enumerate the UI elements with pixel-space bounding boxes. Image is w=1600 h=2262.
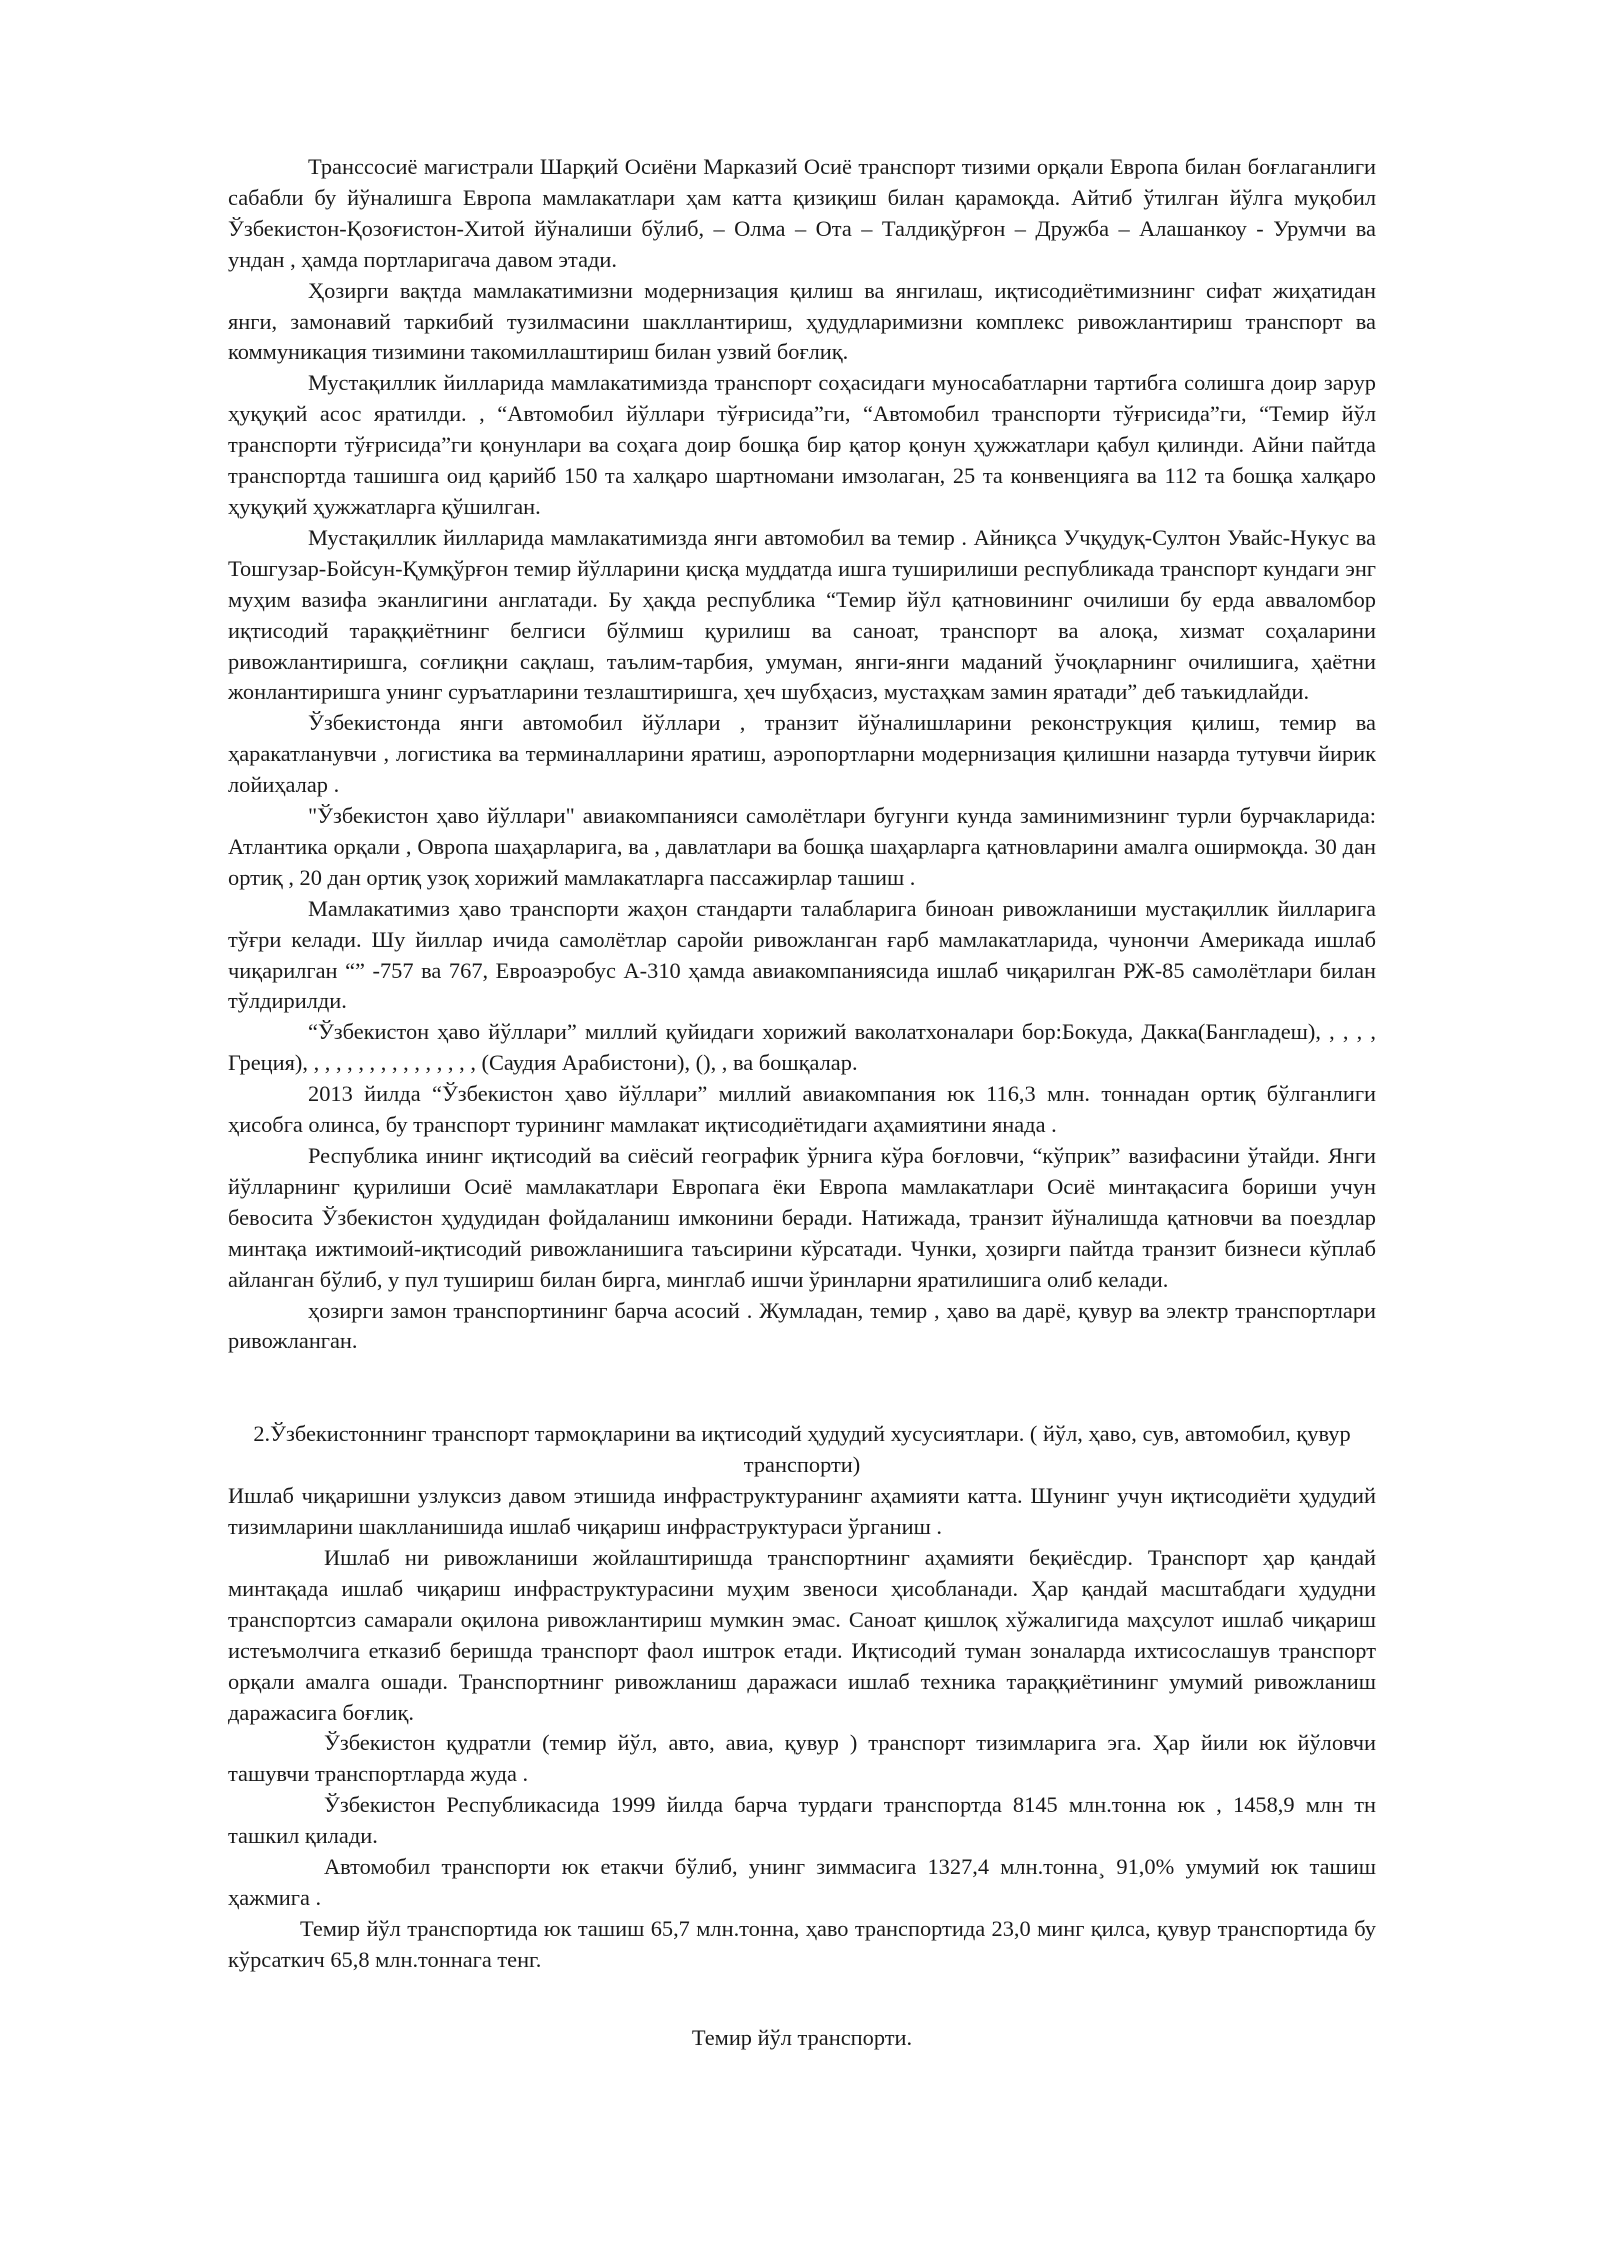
paragraph: Мустақиллик йилларида мамлакатимизда транспорт соҳасидаги муносабатларни тартибга солишга доир зарур ҳуқуқий асос яратилди. , “Автомобил йўллари тўғрисида”ги, “Автомобил транспорти тўғрисида”ги, “Темир йўл транспорти тўғрисида”ги қонунлари ва соҳага доир бошқа бир қатор қонун ҳужжатлари қабул қилинди. Айни пайтда транспортда ташишга оид қарийб 150 та халқаро шартномани имзолаган, 25 та конвенцияга ва 112 та бошқа халқаро ҳуқуқий ҳужжатларга қўшилган. [228,370,1376,519]
paragraph: ҳозирги замон транспортининг барча асосий . Жумладан, темир , ҳаво ва дарё, қувур ва электр транспортлари ривожланган. [228,1297,1376,1354]
paragraph: Ўзбекистон қудратли (темир йўл, авто, авиа, қувур ) транспорт тизимларига эга. Ҳар йили юк йўловчи ташувчи транспортларда жуда . [228,1730,1376,1787]
paragraph: “Ўзбекистон ҳаво йўллари” миллий қуйидаги хорижий ваколатхоналари бор:Бокуда, Дакка(Бангладеш), , , , , Греция), , , , , , , , , , , , , , , , (Саудия Арабистони), (), , ва бошқалар. [228,1019,1376,1076]
paragraph: Автомобил транспорти юк етакчи бўлиб, унинг зиммасига 1327,4 млн.тонна¸ 91,0% умумий юк ташиш ҳажмига . [228,1854,1376,1910]
paragraph: 2013 йилда “Ўзбекистон ҳаво йўллари” миллий авиакомпания юк 116,3 млн. тоннадан ортиқ бўлганлиги ҳисобга олинса, бу транспорт турининг мамлакат иқтисодиётидаги аҳамиятини янада . [228,1081,1376,1138]
paragraph: Республика ининг иқтисодий ва сиёсий географик ўрнига кўра боғловчи, “кўприк” вазифасини ўтайди. Янги йўлларнинг қурилиши Осиё мамлакатлари Европага ёки Европа мамлакатлари Осиё минтақасига бориши учун бевосита Ўзбекистон ҳудудидан фойдаланиш имконини беради. Натижада, транзит йўналишда қатновчи ва поездлар минтақа ижтимоий-иқтисодий ривожланишига таъсирини кўрсатади. Чунки, ҳозирги пайтда транзит бизнеси кўплаб айланган бўлиб, у пул тушириш билан бирга, минглаб ишчи ўринларни яратилишига олиб келади. [228,1143,1376,1292]
paragraph: Ўзбекистонда янги автомобил йўллари , транзит йўналишларини реконструкция қилиш, темир ва ҳаракатланувчи , логистика ва терминалларини яратиш, аэропортларни модернизация қилишни назарда тутувчи йирик лойиҳалар . [228,710,1376,798]
paragraph: Ҳозирги вақтда мамлакатимизни модернизация қилиш ва янгилаш, иқтисодиётимизнинг сифат жиҳатидан янги, замонавий таркибий тузилмасини шакллантириш, ҳудудларимизни комплекс ривожлантириш транспорт ва коммуникация тизимини такомиллаштириш билан узвий боғлиқ. [228,277,1376,365]
document-page [228,152,1376,2054]
paragraph: Темир йўл транспортида юк ташиш 65,7 млн.тонна, ҳаво транспортида 23,0 минг қилса, қувур транспортида бу кўрсаткич 65,8 млн.тоннага тенг. [228,1915,1376,1972]
paragraph: Мустақиллик йилларида мамлакатимизда янги автомобил ва темир . Айниқса Учқудуқ-Султон Увайс-Нукус ва Тошгузар-Бойсун-Қумқўрғон темир йўлларини қисқа муддатда ишга туширилиши республикада транспорт кундаги энг муҳим вазифа эканлигини англатади. Бу ҳақда республика “Темир йўл қатновининг очилиши бу ерда авваломбор иқтисодий тараққиётнинг белгиси бўлмиш қурилиш ва саноат, транспорт ва алоқа, хизмат соҳаларини ривожлантиришга, соғлиқни сақлаш, таълим-тарбия, умуман, янги-янги маданий ўчоқларнинг очилишига, ҳаётни жонлантиришга унинг суръатларини тезлаштиришга, ҳеч шубҳасиз, мустаҳкам замин яратади” деб таъкидлайди. [228,524,1376,705]
section-heading: 2.Ўзбекистоннинг транспорт тармоқларини ва иқтисодий ҳудудий хусусиятлари. ( йўл, ҳаво, сув, автомобил, қувур транспорти) [253,1421,1351,1478]
paragraph: Ишлаб ни ривожланиши жойлаштиришда транспортнинг аҳамияти беқиёсдир. Транспорт ҳар қандай минтақада ишлаб чиқариш инфраструктурасини муҳим звеноси ҳисобланади. Ҳар қандай масштабдаги ҳудудни транспортсиз самарали оқилона ривожлантириш мумкин эмас. Саноат қишлоқ хўжалигида маҳсулот ишлаб чиқариш истеъмолчига етказиб беришда транспорт фаол иштрок етади. Иқтисодий туман зоналарда ихтисослашув транспорт орқали амалга ошади. Транспортнинг ривожланиш даражаси ишлаб техника тараққиётининг умумий ривожланиш даражасига боғлиқ. [228,1544,1376,1725]
paragraph: Ўзбекистон Республикасида 1999 йилда барча турдаги транспортда 8145 млн.тонна юк , 1458,9 млн тн ташкил қилади. [228,1792,1376,1849]
paragraph: Мамлакатимиз ҳаво транспорти жаҳон стандарти талабларига биноан ривожланиши мустақиллик йилларига тўғри келади. Шу йиллар ичида самолётлар саройи ривожланган ғарб мамлакатларида, чунончи Америкада ишлаб чиқарилган “” -757 ва 767, Евроаэробус А-310 ҳамда авиакомпаниясида ишлаб чиқарилган РЖ-85 самолётлари билан тўлдирилди. [228,895,1376,1014]
paragraph: Транссосиё магистрали Шарқий Осиёни Марказий Осиё транспорт тизими орқали Европа билан боғлаганлиги сабабли бу йўналишга Европа мамлакатлари ҳам катта қизиқиш билан қарамоқда. Айтиб ўтилган йўлга муқобил Ўзбекистон-Қозоғистон-Хитой йўналиши бўлиб, – Олма – Ота – Талдиқўрғон – Дружба – Алашанкоу - Урумчи ва ундан , ҳамда портларигача давом этади. [228,154,1376,272]
paragraph: Ишлаб чиқаришни узлуксиз давом этишида инфраструктуранинг аҳамияти катта. Шунинг учун иқтисодиёти ҳудудий тизимларини шаклланишида ишлаб чиқариш инфраструктураси ўрганиш . [228,1483,1376,1540]
subsection-title: Темир йўл транспорти. [691,2024,913,2050]
paragraph: "Ўзбекистон ҳаво йўллари" авиакомпанияси самолётлари бугунги кунда заминимизнинг турли бурчакларида: Атлантика орқали , Овропа шаҳарларига, ва , давлатлари ва бошқа шаҳарларга қатновларини амалга оширмоқда. 30 дан ортиқ , 20 дан ортиқ узоқ хорижий мамлакатларга пассажирлар ташиш . [228,803,1376,890]
section-gap [228,1357,1376,1419]
